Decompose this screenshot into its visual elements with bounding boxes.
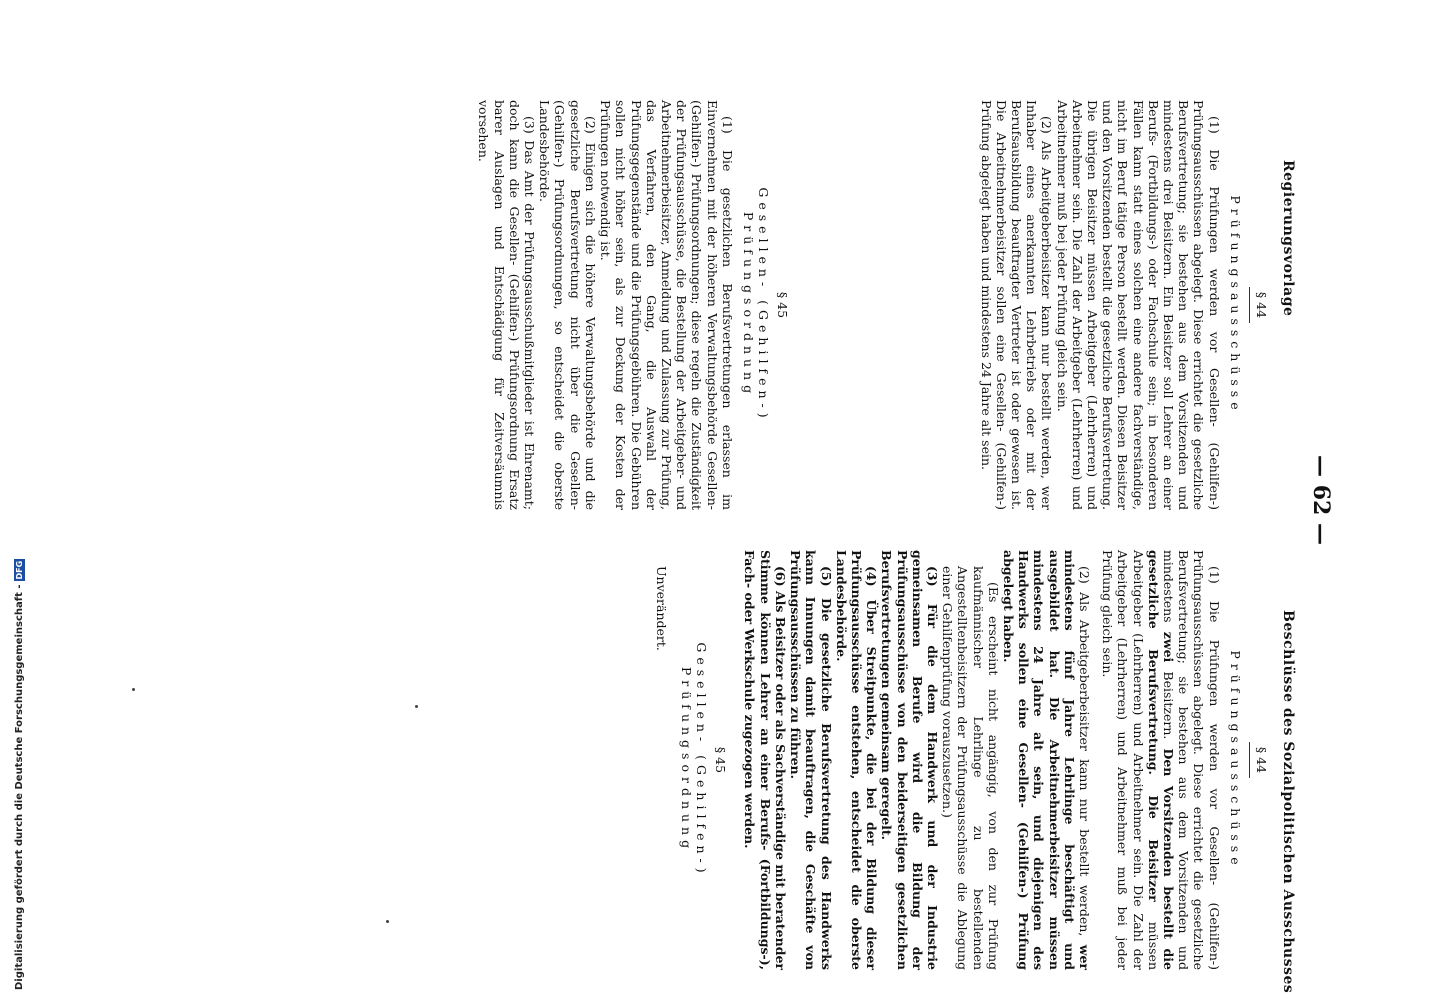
right-s44-paragraph-6: (6) Als Beisitzer oder als Sachverständige mit beratender Stimme können Lehrer an einer Berufs- (Fortbildungs-), Fach- oder Werkschule zugezogen werden. <box>742 550 788 970</box>
left-s45-number: § 45 <box>775 291 791 319</box>
right-s45-title: Gesellen- (Gehilfen-) Prüfungsordnung <box>678 642 710 878</box>
digitization-credit: Digitalisierung gefördert durch die Deutsche Forschungsgemeinschaft -DFG <box>14 560 25 990</box>
left-s45-paragraph-1: (1) Die gesetzlichen Berufsvertretungen erlassen im Einvernehmen mit der höheren Verwaltungsbehörde Gesellen- (Gehilfen-) Prüfungsordnungen; diese regeln die Zuständigkeit der Prüfungsausschüsse, die Bestellung der Arbeitgeber- und Arbeitnehmerbeisitzer, Anmeldung und Zulassung zur Prüfung, das Verfahren, den Gang, die Auswahl der Prüfungsgegenstände und die Prüfungsgebühren. Die Gebühren sollen nicht höher sein, als zur Deckung der Kosten der Prüfungen notwendig ist. <box>598 100 735 510</box>
scan-speck <box>415 705 418 708</box>
right-s44-paragraph-5: (5) Die gesetzliche Berufsvertretung des Handwerks kann Innungen damit beauftragen, die Geschäfte von Prüfungsausschüssen zu führen. <box>788 550 834 970</box>
emphasis: wer mindestens fünf Jahre Lehrlinge beschäftigt und ausgebildet hat. Die Arbeitnehmerbeisitzer müssen mindestens 24 Jahre alt sein, und diejenigen des Handwerks sollen eine Gesellen- (Gehilfen-) Prüfung abgelegt haben. <box>1000 550 1092 970</box>
right-s44-paragraph-1: (1) Die Prüfungen werden vor Gesellen- (Gehilfen-) Prüfungsausschüssen abgelegt. Diese errichtet die gesetzliche Berufsvertretung; sie bestehen aus dem Vorsitzenden und mindestens zwei Beisitzern. Den Vorsitzenden bestellt die gesetzliche Berufsvertretung. Die Beisitzer müssen Arbeitgeber (Lehrherren) und Arbeitnehmer sein. Die Zahl der Arbeitgeber (Lehrherren) und Arbeitnehmer muß bei jeder Prüfung gleich sein. <box>1100 550 1222 970</box>
left-s44-title: Prüfungsausschüsse <box>1227 195 1243 415</box>
right-s45-unchanged: Unverändert. <box>653 566 669 651</box>
left-s45-title: Gesellen- (Gehilfen-) Prüfungsordnung <box>740 187 772 423</box>
right-column-header: Beschlüsse des Sozialpolitischen Ausschusses <box>1280 610 1296 994</box>
section-rule <box>1249 287 1250 323</box>
dfg-logo: DFG <box>15 560 24 580</box>
right-s44-title: Prüfungsausschüsse <box>1227 650 1243 870</box>
left-column-header: Regierungsvorlage <box>1280 160 1296 317</box>
left-s45-paragraph-3: (3) Das Amt der Prüfungsausschußmitglieder ist Ehrenamt; doch kann die Gesellen- (Gehilfen-) Prüfungsordnung Ersatz barer Auslagen und Entschädigung für Zeitversäumnis vorsehen. <box>476 100 538 510</box>
left-s44-number: § 44 <box>1254 291 1269 319</box>
left-s45-paragraph-2: (2) Einigen sich die höhere Verwaltungsbehörde und die gesetzliche Berufsvertretung nicht über die Gesellen- (Gehilfen-) Prüfungsordnungen, so entscheidet die oberste Landesbehörde. <box>537 100 598 510</box>
page-number: — 62 — <box>1308 455 1334 545</box>
right-s44-note: (Es erscheint nicht angängig, von den zur Prüfung kaufmännischer Lehrlinge zu bestellenden Angestelltenbeisitzern der Prüfungsausschüsse die Ablegung einer Gehilfenprüfung vorauszusetzen.) <box>940 566 1001 970</box>
right-s44-paragraph-4: (4) Über Streitpunkte, die bei der Bildung dieser Prüfungsausschüsse entstehen, entscheidet die oberste Landesbehörde. <box>833 550 880 970</box>
right-s44-number: § 44 <box>1254 746 1269 774</box>
emphasis: Den Vorsitzenden bestellt die gesetzliche Berufsvertretung. Die Beisitzer <box>1145 550 1176 970</box>
left-s44-paragraph-2: (2) Als Arbeitgeberbeisitzer kann nur bestellt werden, wer Inhaber eines anerkannten Lehrbetriebs oder mit der Berufsausbildung beauftragter Vertreter ist oder gewesen ist. Die Arbeitnehmerbeisitzer sollen eine Gesellen- (Gehilfen-) Prüfung abgelegt haben und mindestens 24 Jahre alt sein. <box>978 100 1055 510</box>
left-column <box>476 100 1269 510</box>
scan-speck <box>386 920 389 923</box>
right-column <box>653 550 1269 970</box>
right-s44-paragraph-2: (2) Als Arbeitgeberbeisitzer kann nur bestellt werden, wer mindestens fünf Jahre Lehrlinge beschäftigt und ausgebildet hat. Die Arbeitnehmerbeisitzer müssen mindestens 24 Jahre alt sein, und diejenigen des Handwerks sollen eine Gesellen- (Gehilfen-) Prüfung abgelegt haben. <box>1000 550 1092 970</box>
section-rule <box>1249 742 1250 778</box>
scan-speck <box>132 688 135 691</box>
right-s45-number: § 45 <box>713 746 729 774</box>
emphasis: zwei <box>1160 631 1176 663</box>
right-s44-paragraph-3: (3) Für die dem Handwerk und der Industrie gemeinsamen Berufe wird die Bildung der Prüfungsausschüsse von den beiderseitigen gesetzlichen Berufsvertretungen gemeinsam geregelt. <box>879 550 940 970</box>
left-s44-paragraph-1: (1) Die Prüfungen werden vor Gesellen- (Gehilfen-) Prüfungsausschüssen abgelegt. Diese errichtet die gesetzliche Berufsvertretung; sie bestehen aus dem Vorsitzenden und mindestens drei Beisitzern. Ein Beisitzer soll Lehrer an einer Berufs- (Fortbildungs-) oder Fachschule sein; in besonderen Fällen kann statt eines solchen eine andere fachverständige, nicht im Beruf tätige Person bestellt werden. Diesen Beisitzer und den Vorsitzenden bestellt die gesetzliche Berufsvertretung. Die übrigen Beisitzer müssen Arbeitgeber (Lehrherren) und Arbeitnehmer sein. Die Zahl der Arbeitgeber (Lehrherren) und Arbeitnehmer muß bei jeder Prüfung gleich sein. <box>1054 100 1222 510</box>
